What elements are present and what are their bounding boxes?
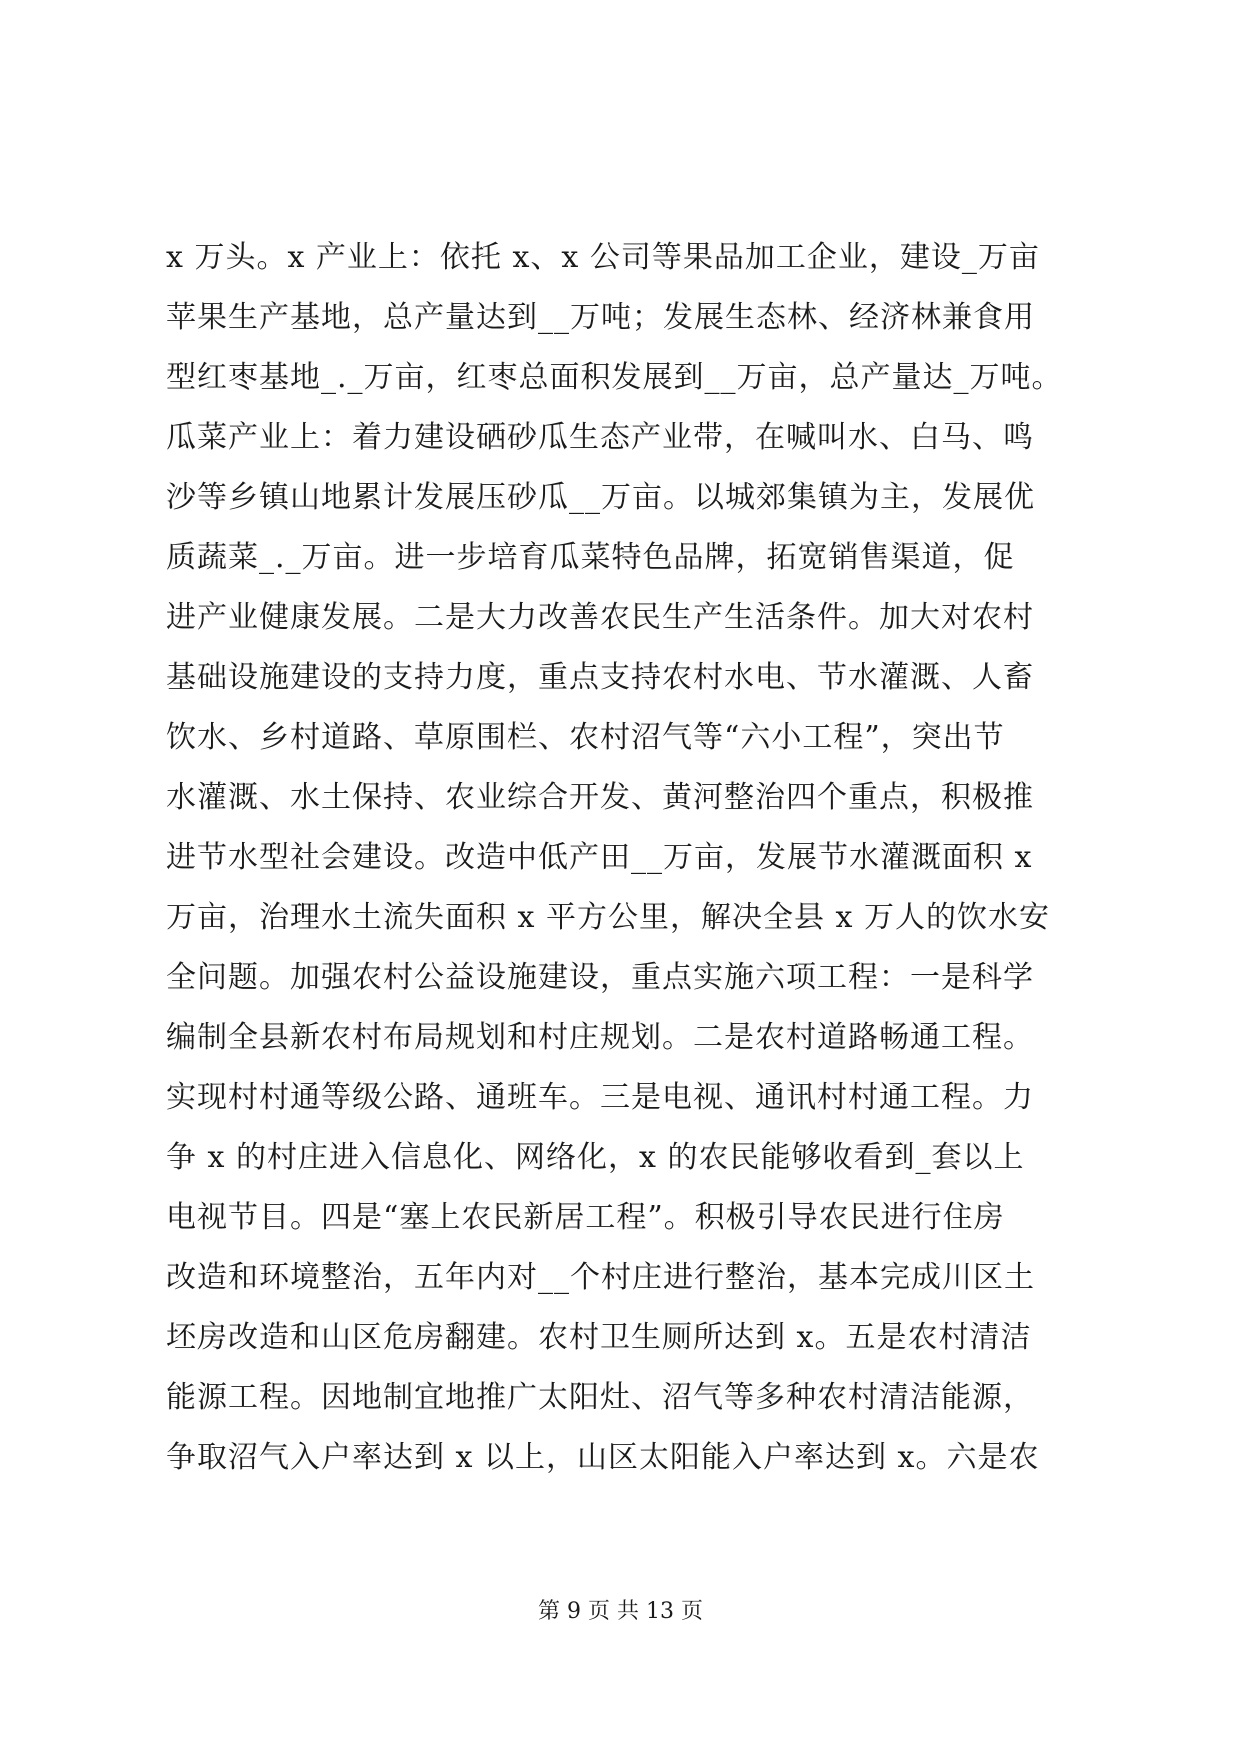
text-line: 进节水型社会建设。改造中低产田__万亩，发展节水灌溉面积 x	[166, 840, 1033, 875]
page-number-footer: 第 9 页 共 13 页	[538, 1599, 703, 1624]
text-line: x 万头。x 产业上：依托 x、x 公司等果品加工企业，建设_万亩	[166, 240, 1040, 275]
text-line: 能源工程。因地制宜地推广太阳灶、沼气等多种农村清洁能源，	[166, 1380, 1034, 1415]
text-line: 电视节目。四是“塞上农民新居工程”。积极引导农民进行住房	[166, 1200, 1005, 1235]
text-line: 实现村村通等级公路、通班车。三是电视、通讯村村通工程。力	[166, 1080, 1034, 1115]
text-line: 万亩，治理水土流失面积 x 平方公里，解决全县 x 万人的饮水安	[166, 900, 1050, 935]
text-line: 饮水、乡村道路、草原围栏、农村沼气等“六小工程”，突出节	[166, 720, 1005, 755]
text-line: 改造和环境整治，五年内对__个村庄进行整治，基本完成川区土	[166, 1260, 1035, 1295]
text-line: 进产业健康发展。二是大力改善农民生产生活条件。加大对农村	[166, 600, 1034, 635]
text-line: 全问题。加强农村公益设施建设，重点实施六项工程：一是科学	[166, 960, 1034, 995]
text-line: 型红枣基地_._万亩，红枣总面积发展到__万亩，总产量达_万吨。	[166, 360, 1063, 395]
text-line: 沙等乡镇山地累计发展压砂瓜__万亩。以城郊集镇为主，发展优	[166, 480, 1035, 515]
text-line: 基础设施建设的支持力度，重点支持农村水电、节水灌溉、人畜	[166, 660, 1034, 695]
text-line: 苹果生产基地，总产量达到__万吨；发展生态林、经济林兼食用	[166, 300, 1035, 335]
text-line: 质蔬菜_._万亩。进一步培育瓜菜特色品牌，拓宽销售渠道，促	[166, 540, 1015, 575]
text-line: 坯房改造和山区危房翻建。农村卫生厕所达到 x。五是农村清洁	[166, 1320, 1032, 1355]
text-line: 编制全县新农村布局规划和村庄规划。二是农村道路畅通工程。	[166, 1020, 1034, 1055]
text-line: 瓜菜产业上：着力建设硒砂瓜生态产业带，在喊叫水、白马、鸣	[166, 420, 1034, 455]
text-line: 争取沼气入户率达到 x 以上，山区太阳能入户率达到 x。六是农	[166, 1440, 1040, 1475]
text-line: 水灌溉、水土保持、农业综合开发、黄河整治四个重点，积极推	[166, 780, 1034, 815]
text-line: 争 x 的村庄进入信息化、网络化，x 的农民能够收看到_套以上	[166, 1140, 1025, 1175]
